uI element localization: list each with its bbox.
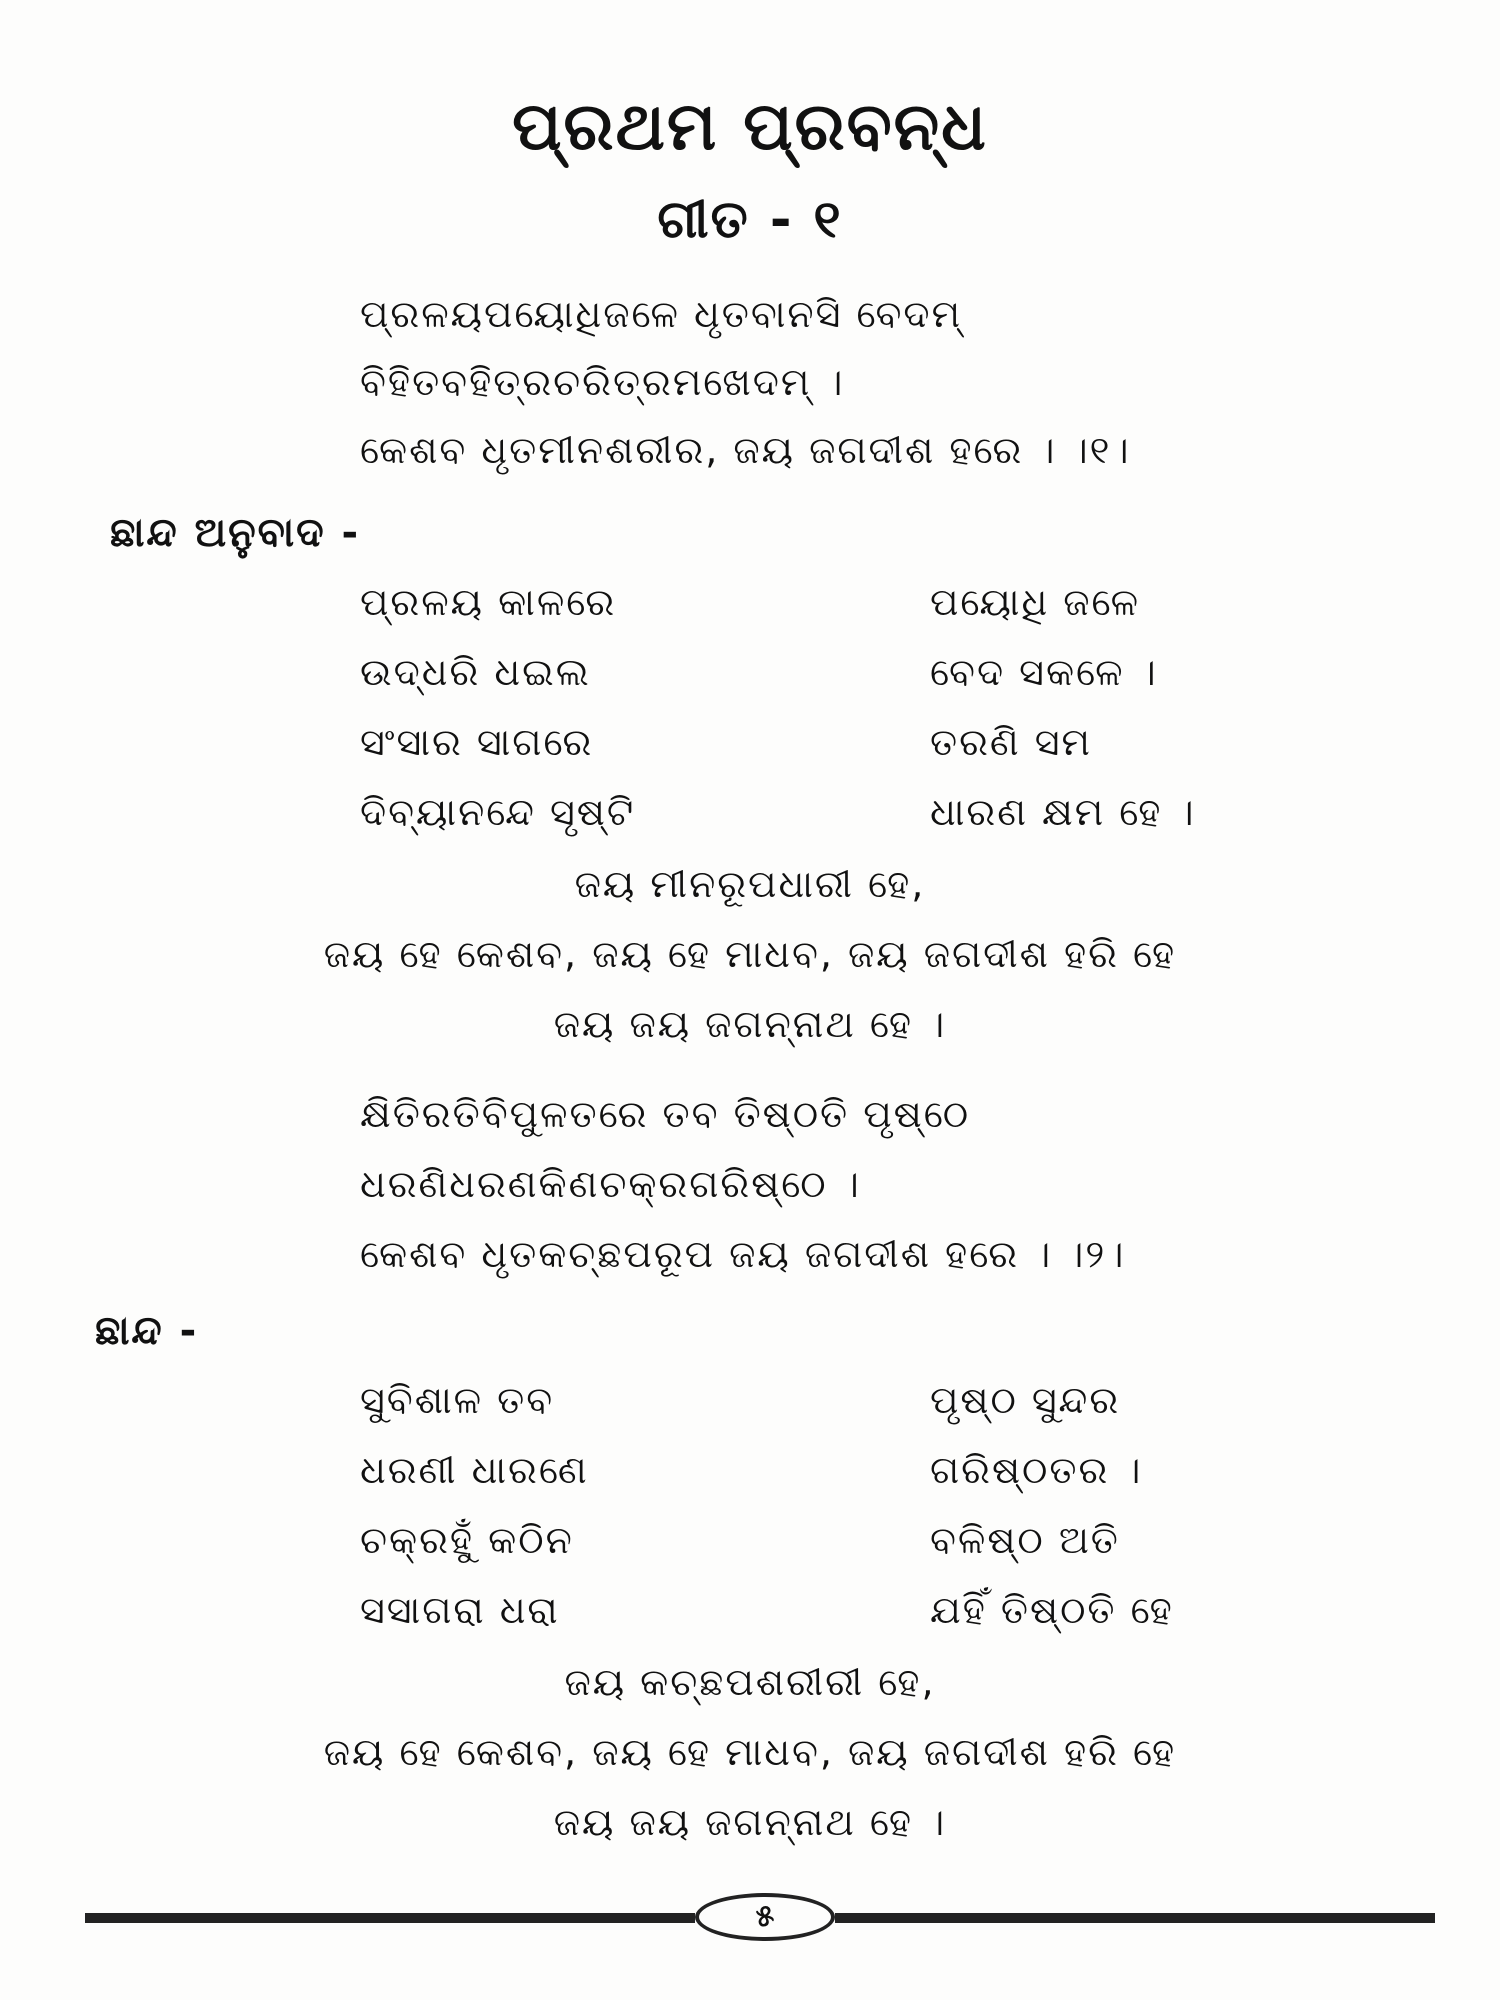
couplet-row <box>360 720 1320 780</box>
couplet-left: ସସାଗରା ଧରା <box>360 1588 560 1632</box>
footer-rule-right <box>835 1913 1435 1923</box>
verse-line: ଧରଣିଧରଣକିଣଚକ୍ରଗରିଷ୍ଠେ । <box>360 1162 861 1206</box>
couplet-right: ବେଦ ସକଳେ । <box>930 650 1158 694</box>
couplet-row <box>360 1448 1320 1508</box>
couplet-right: ବଳିଷ୍ଠ ଅତି <box>930 1518 1120 1562</box>
song-number: ଗୀତ - ୧ <box>657 190 843 250</box>
couplet-right: ଧାରଣ କ୍ଷମ ହେ । <box>930 790 1196 834</box>
couplet-right: ପୃଷ୍ଠ ସୁନ୍ଦର <box>930 1378 1121 1422</box>
verse-line: କେଶବ ଧୃତମୀନଶରୀର, ଜୟ ଜଗଦୀଶ ହରେ । ।୧। <box>360 428 1131 472</box>
couplet-left: ଧରଣୀ ଧାରଣେ <box>360 1448 589 1492</box>
couplet-right: ଯହିଁ ତିଷ୍ଠତି ହେ <box>930 1588 1174 1632</box>
couplet-row <box>360 790 1320 850</box>
couplet-left: ସୁବିଶାଳ ତବ <box>360 1378 555 1422</box>
couplet-left: ସଂସାର ସାଗରେ <box>360 720 594 764</box>
couplet-row <box>360 1518 1320 1578</box>
section-heading: ଛାନ୍ଦ ଅନୁବାଦ - <box>110 510 361 556</box>
couplet-left: ଦିବ୍ୟାନନ୍ଦେ ସୃଷ୍ଟି <box>360 790 636 834</box>
page-number: ୫ <box>695 1893 835 1941</box>
verse-line: କେଶବ ଧୃତକଚ୍ଛପରୂପ ଜୟ ଜଗଦୀଶ ହରେ । ।୨। <box>360 1232 1126 1276</box>
refrain-line: ଜୟ କଚ୍ଛପଶରୀରୀ ହେ, <box>564 1660 936 1704</box>
couplet-row <box>360 1588 1320 1648</box>
couplet-left: ଚକ୍ରହୁଁ କଠିନ <box>360 1518 574 1562</box>
section-heading: ଛାନ୍ଦ - <box>95 1308 199 1354</box>
refrain-line: ଜୟ ହେ କେଶବ, ଜୟ ହେ ମାଧବ, ଜୟ ଜଗଦୀଶ ହରି ହେ <box>323 1730 1177 1774</box>
refrain-line: ଜୟ ମୀନରୂପଧାରୀ ହେ, <box>574 862 926 906</box>
refrain-line: ଜୟ ଜୟ ଜଗନ୍ନାଥ ହେ । <box>553 1002 947 1046</box>
couplet-row <box>360 580 1320 640</box>
refrain-line: ଜୟ ଜୟ ଜଗନ୍ନାଥ ହେ । <box>553 1800 947 1844</box>
couplet-right: ପୟୋଧି ଜଳେ <box>930 580 1141 624</box>
couplet-row <box>360 650 1320 710</box>
verse-line: ବିହିତବହିତ୍ରଚରିତ୍ରମଖେଦମ୍ । <box>360 360 845 404</box>
page-title: ପ୍ରଥମ ପ୍ରବନ୍ଧ <box>512 88 988 165</box>
couplet-row <box>360 1378 1320 1438</box>
refrain-line: ଜୟ ହେ କେଶବ, ଜୟ ହେ ମାଧବ, ଜୟ ଜଗଦୀଶ ହରି ହେ <box>323 932 1177 976</box>
couplet-left: ଉଦ୍ଧରି ଧଇଲ <box>360 650 591 694</box>
footer-rule-left <box>85 1913 695 1923</box>
couplet-left: ପ୍ରଳୟ କାଳରେ <box>360 580 617 624</box>
couplet-right: ଗରିଷ୍ଠତର । <box>930 1448 1143 1492</box>
couplet-right: ତରଣି ସମ <box>930 720 1092 764</box>
verse-line: ପ୍ରଳୟପୟୋଧିଜଳେ ଧୃତବାନସି ବେଦମ୍ <box>360 292 962 336</box>
verse-line: କ୍ଷିତିରତିବିପୁଳତରେ ତବ ତିଷ୍ଠତି ପୃଷ୍ଠେ <box>360 1092 971 1136</box>
